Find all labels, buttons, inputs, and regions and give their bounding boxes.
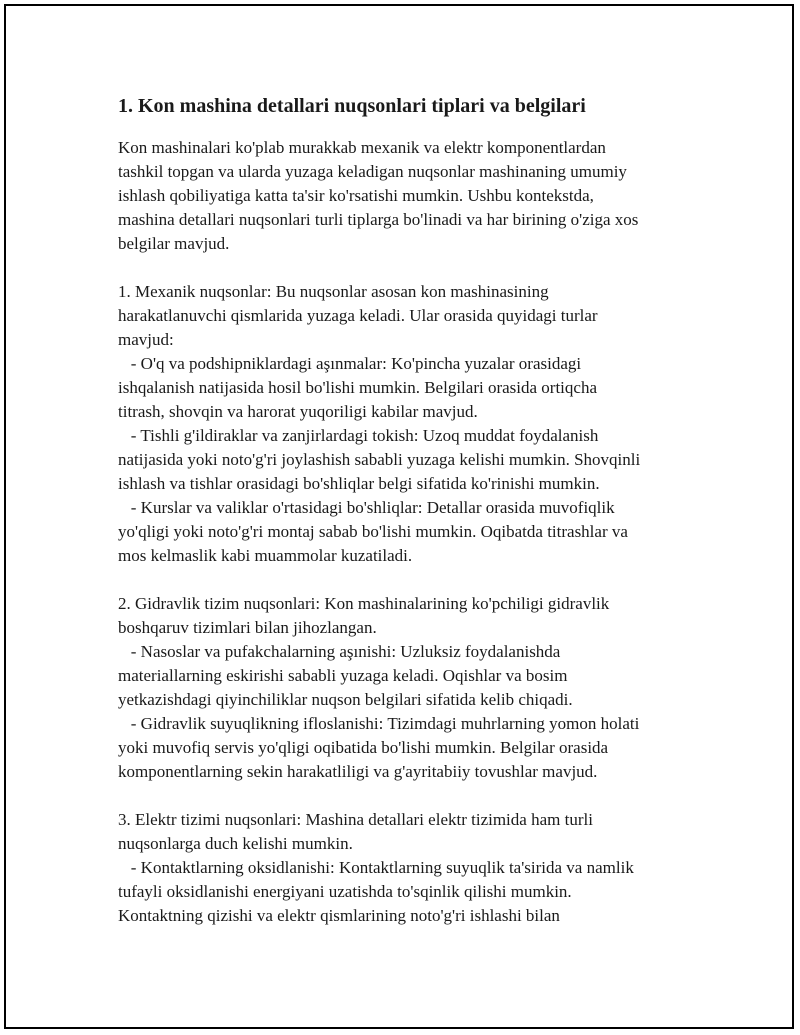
paragraph-gap [118, 256, 708, 280]
document-title: 1. Kon mashina detallari nuqsonlari tiplari va belgilari [118, 95, 586, 117]
text-line: mavjud: [118, 330, 174, 349]
text-line: Kon mashinalari ko'plab murakkab mexanik va elektr komponentlardan [118, 138, 606, 157]
text-line: - Kontaktlarning oksidlanishi: Kontaktlarning suyuqlik ta'sirida va namlik [118, 858, 634, 877]
text-line: mos kelmaslik kabi muammolar kuzatiladi. [118, 546, 413, 565]
text-line: harakatlanuvchi qismlarida yuzaga keladi. Ular orasida quyidagi turlar [118, 306, 598, 325]
text-line: yetkazishdagi qiyinchiliklar nuqson belgilari sifatida kelib chiqadi. [118, 690, 573, 709]
text-line: yoki muvofiq servis yo'qligi oqibatida bo'lishi mumkin. Belgilar orasida [118, 738, 609, 757]
text-line: - Nasoslar va pufakchalarning aşınishi: Uzluksiz foydalanishda [118, 642, 561, 661]
paragraph [118, 136, 708, 256]
paragraph-gap [118, 568, 708, 592]
text-line: ishlash qobiliyatiga katta ta'sir ko'rsatishi mumkin. Ushbu kontekstda, [118, 186, 594, 205]
paragraph [118, 808, 708, 928]
text-line: materiallarning eskirishi sababli yuzaga keladi. Oqishlar va bosim [118, 666, 568, 685]
text-line: ishqalanish natijasida hosil bo'lishi mumkin. Belgilari orasida ortiqcha [118, 378, 597, 397]
text-line: tashkil topgan va ularda yuzaga keladigan nuqsonlar mashinaning umumiy [118, 162, 627, 181]
text-line: 3. Elektr tizimi nuqsonlari: Mashina detallari elektr tizimida ham turli [118, 810, 593, 829]
paragraph-container [118, 136, 708, 928]
text-line: - Kurslar va valiklar o'rtasidagi bo'shliqlar: Detallar orasida muvofiqlik [118, 498, 615, 517]
paragraph-gap [118, 784, 708, 808]
paragraph [118, 592, 708, 784]
text-line: Kontaktning qizishi va elektr qismlarining noto'g'ri ishlashi bilan [118, 906, 560, 925]
text-line: tufayli oksidlanishi energiyani uzatishda to'sqinlik qilishi mumkin. [118, 882, 572, 901]
text-line: - Gidravlik suyuqlikning ifloslanishi: Tizimdagi muhrlarning yomon holati [118, 714, 640, 733]
text-line: titrash, shovqin va harorat yuqoriligi kabilar mavjud. [118, 402, 478, 421]
document-body [118, 92, 708, 928]
text-line: belgilar mavjud. [118, 234, 230, 253]
paragraph [118, 280, 708, 568]
text-line: natijasida yoki noto'g'ri joylashish sababli yuzaga kelishi mumkin. Shovqinli [118, 450, 641, 469]
text-line: - Tishli g'ildiraklar va zanjirlardagi tokish: Uzoq muddat foydalanish [118, 426, 599, 445]
text-line: ishlash va tishlar orasidagi bo'shliqlar belgi sifatida ko'rinishi mumkin. [118, 474, 600, 493]
text-line: - O'q va podshipniklardagi aşınmalar: Ko'pincha yuzalar orasidagi [118, 354, 582, 373]
text-line: boshqaruv tizimlari bilan jihozlangan. [118, 618, 377, 637]
text-line: komponentlarning sekin harakatliligi va g'ayritabiiy tovushlar mavjud. [118, 762, 598, 781]
text-line: 1. Mexanik nuqsonlar: Bu nuqsonlar asosan kon mashinasining [118, 282, 549, 301]
text-line: yo'qligi yoki noto'g'ri montaj sabab bo'lishi mumkin. Oqibatda titrashlar va [118, 522, 628, 541]
text-line: nuqsonlarga duch kelishi mumkin. [118, 834, 353, 853]
text-line: mashina detallari nuqsonlari turli tiplarga bo'linadi va har birining o'ziga xos [118, 210, 639, 229]
text-line: 2. Gidravlik tizim nuqsonlari: Kon mashinalarining ko'pchiligi gidravlik [118, 594, 610, 613]
